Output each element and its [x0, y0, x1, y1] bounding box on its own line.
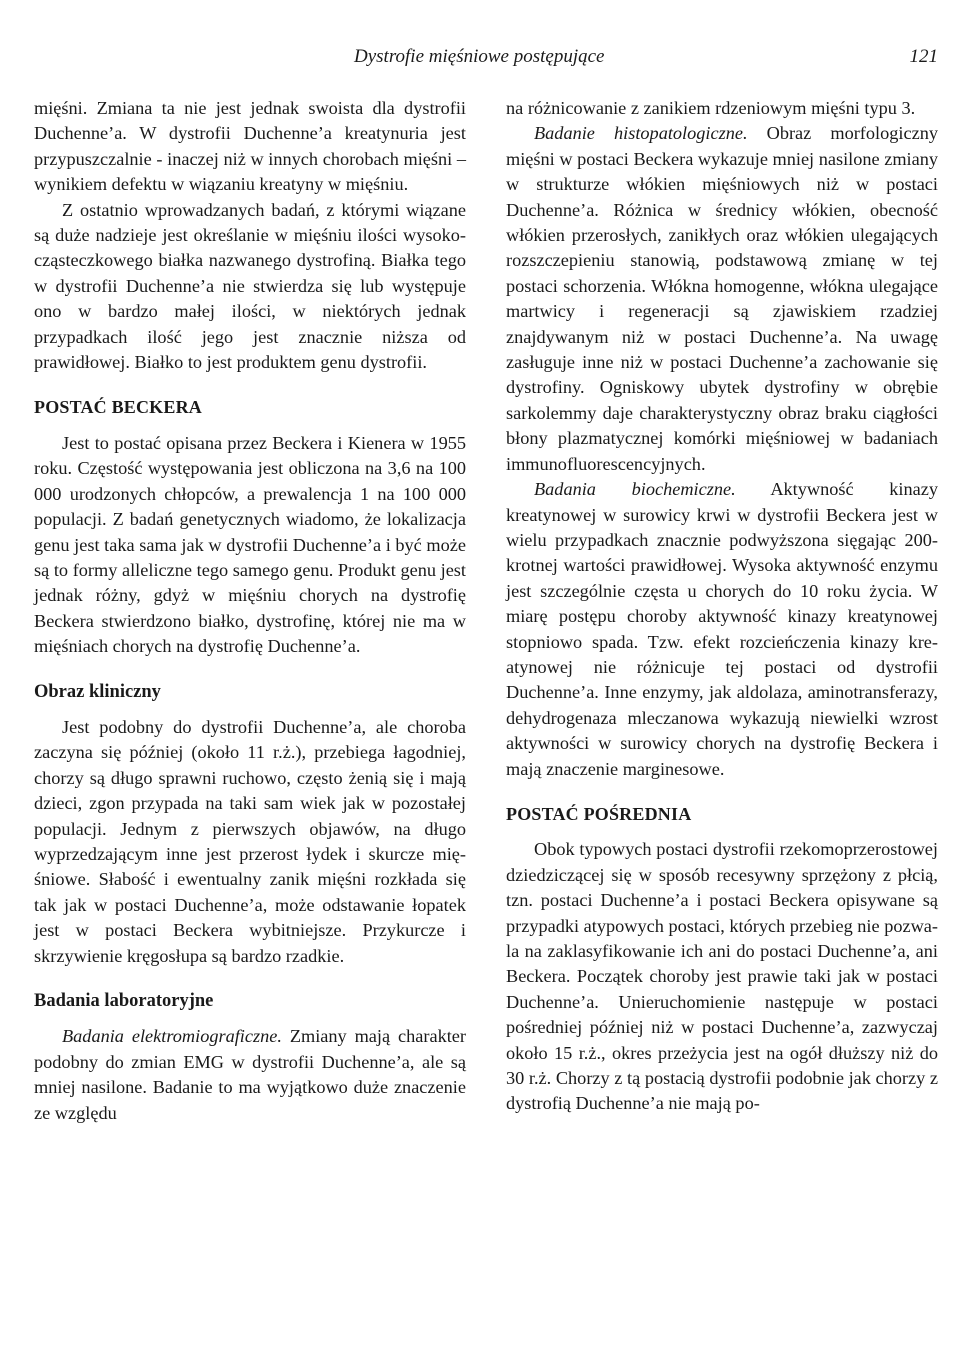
italic-lead: Badanie histopatologiczne. — [534, 123, 748, 144]
running-head — [34, 46, 938, 72]
section-heading-posrednia: POSTAĆ POŚREDNIA — [506, 803, 692, 824]
left-column — [34, 96, 466, 1126]
italic-lead: Badania biochemiczne. — [534, 479, 736, 500]
paragraph: Z ostatnio wprowadzanych badań, z którymi wiązane są duże nadzieje jest określanie w mięśniu ilości wysoko-cząsteczkowego białka nazwanego dystrofiną. Białka tego w dystrofii Duchenne’a nie stwierdza się lub występuje ono w bardzo małej ilości, w niektórych jednak przypadkach ilość jego jest znacznie niższa od prawidłowej. Białko to jest produktem genu dystrofii. — [34, 199, 466, 373]
paragraph: Obok typowych postaci dystrofii rzekomoprzerostowej dziedziczącej się w sposób recesywny sprzężony z płcią, tzn. postaci Duchenne’a i postaci Beckera opisywane są przypadki atypowych postaci, których przebieg nie pozwala na zaklasyfikowanie ich ani do postaci Duchenne’a, ani Beckera. Początek choroby jest prawie taki jak w postaci Duchenne’a. Unieruchomienie następuje w postaci pośredniej później niż w postaci Duchenne’a, zazwyczaj około 15 r.ż., okres przeżycia jest na ogół dłuższy niż do 30 r.ż. Chorzy z tą postacią dystrofii podobnie jak chorzy z dystrofią Duchenne’a nie mają po- — [506, 839, 938, 1114]
paragraph-text: Zmiany mają charakter podobny do zmian EMG w dystrofii Duchenne’a, ale są mniej nasilone. Badanie to ma wyjątkowo duże znaczenie ze względu — [34, 1026, 466, 1123]
running-title: Dystrofie mięśniowe postępujące — [354, 46, 605, 67]
right-column — [506, 96, 938, 1117]
paragraph: Jest podobny do dystrofii Duchenne’a, ale choroba zaczyna się później (około 11 r.ż.), przebiega łagodniej, chorzy są długo sprawni ruchowo, często żenią się i mają dzieci, zgon przypada na taki sam wiek jak w pozostałej populacji. Jednym z pierwszych objawów, na długo wyprzedzającym inne jest przerost łydek i skurcze mięśniowe. Słabość i ewentualny zanik mięśni rozkłada się tak jak w postaci Duchenne’a, może odstawanie łopatek jest w postaci Beckera wybitniejsze. Przykurcze i skrzywienie kręgosłupa są bardzo rzadkie. — [34, 716, 466, 966]
paragraph — [34, 1024, 466, 1126]
paragraph: na różnicowanie z zanikiem rdzeniowym mięśni typu 3. — [506, 98, 916, 118]
paragraph: mięśni. Zmiana ta nie jest jednak swoista dla dystrofii Duchenne’a. W dystrofii Duchenne’a kreatynuria jest przypuszczalnie - inaczej niż w innych chorobach mięśni – wynikiem defektu w wiązaniu kreatyny w mięśniu. — [34, 98, 466, 195]
paragraph-text: Aktywność kinazy kreatynowej w surowicy krwi w dystrofii Beckera jest w wielu przypadkach znacznie podwyższona sięgając 200-krotnej wartości prawidłowej. Wysoka aktywność enzymu jest szczególnie częsta u chorych do 10 roku życia. W miarę postępu choroby aktywność kinazy kreatynowej stopniowo spada. Tzw. efekt rozcieńczenia kinazy kreatynowej nie różnicuje tej postaci od dystrofii Duchenne’a. Inne enzymy, jak aldolaza, aminotransferazy, dehydrogenaza mleczanowa wykazują niewielki wzrost aktywności w surowicy chorych na dystrofię Beckera i mają znaczenie marginesowe. — [506, 479, 938, 779]
subheading-badania-laboratoryjne: Badania laboratoryjne — [34, 991, 214, 1011]
paragraph: Jest to postać opisana przez Beckera i Kienera w 1955 roku. Częstość występowania jest obliczona na 3,6 na 100 000 urodzonych chłopców, a prewalencja 1 na 100 000 populacji. Z badań genetycznych wiadomo, że lokalizacja genu jest taka sama jak w dystrofii Duchenne’a i być może są to formy alleliczne tego samego genu. Produkt genu jest jednak różny, gdyż w mięśniu chorych na dystrofię Beckera stwierdzono białko, dystrofinę, której nie ma w mięśniach chorych na dystrofię Duchenne’a. — [34, 432, 466, 657]
paragraph-text: Obraz morfologiczny mięśni w postaci Beckera wykazuje mniej nasilone zmiany w strukturze włókien mięśniowych niż w postaci Duchenne’a. Różnica w średnicy włókien, obecność włókien przerosłych, zanikłych oraz włókien ulegających rozszczepieniu stanowią, podstawową zmianę w tej postaci schorzenia. Włókna homogenne, włókna ulegające martwicy i regeneracji są zjawiskiem rzadziej znajdywanym niż w postaci Duchenne’a. Na uwagę zasługuje inne niż w postaci Duchenne’a zachowanie się dystrofiny. Ogniskowy ubytek dystrofiny w obrębie sarkolemmy daje charakterystyczny obraz braku ciągłości błony plazmatycznej komórki mięśniowej w badaniach immunofluorescencyjnych. — [506, 123, 939, 474]
paragraph — [506, 121, 938, 477]
page-number: 121 — [909, 46, 938, 67]
subheading-obraz-kliniczny: Obraz kliniczny — [34, 681, 161, 702]
italic-lead: Badania elektromiograficzne. — [62, 1026, 282, 1047]
paragraph — [506, 477, 938, 782]
section-heading-beckera: POSTAĆ BECKERA — [34, 397, 202, 418]
